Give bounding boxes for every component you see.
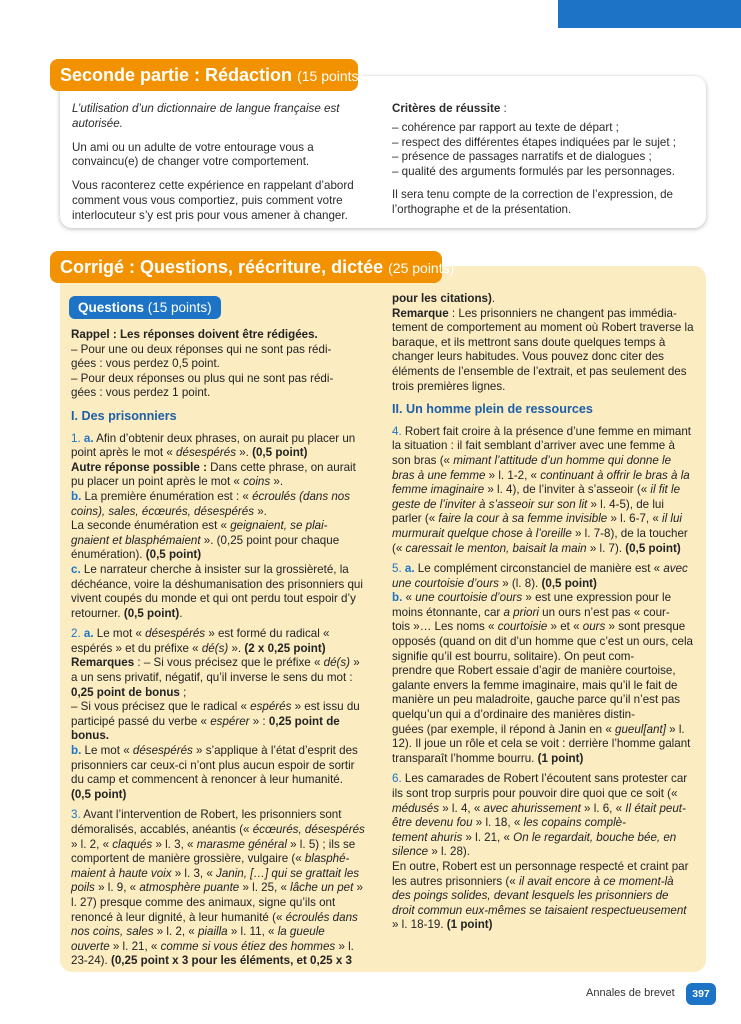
criteria-closing-note: Il sera tenu compte de la correction de l’expression, de l’orthographe et de la présentation.	[392, 187, 673, 216]
answer-2: 2. a. Le mot « désespérés » est formé du radical « espérés » et du préfixe « dé(s) ». (2 x 0,25 point) Remarques : – Si vous précisez que le préfixe « dé(s) » a un sens privatif, négatif, qu’il inverse le sens du mot : 0,25 point de bonus ; – Si vous précisez que le radical « espérés » est issu du participé passé du verbe « espérer » : 0,25 point de bonus. b. Le mot « désespérés » s’applique à l’état d’esprit des prisonniers car ceux-ci n’ont plus aucun espoir de sortir du camp et commencent à renoncer à leur humanité. (0,5 point)	[71, 627, 360, 801]
questions-heading: Questions (15 points)	[69, 296, 221, 319]
success-criteria-column: Critères de réussite : – cohérence par rapport au texte de départ ; – respect des différentes étapes indiquées par le sujet ; – présence de passages narratifs et de dialogues ; – qualité des arguments formulés par les personnages. Il sera tenu compte de la correction de l’expression, de l’orthographe et de la présentation.	[392, 102, 698, 218]
answer-1: 1. a. Afin d’obtenir deux phrases, on aurait pu placer un point après le mot « désespérés ». (0,5 point) Autre réponse possible : Dans cette phrase, on aurait pu placer un point après le mot « coins ». b. La première énumération est : « écroulés (dans nos coins), sales, écœurés, désespérés ». La seconde énumération est « geignaient, se plai- gnaient et blasphémaient ». (0,25 point pour chaque énumération). (0,5 point) c. Le narrateur cherche à insister sur la grossièreté, la déchéance, voire la déshumanisation des prisonniers qui vivent coupés du monde et qui ont perdu tout espoir d’y retourner. (0,5 point).	[71, 431, 363, 620]
answer-6: 6. Les camarades de Robert l’écoutent sans protester car ils sont trop surpris pour pouvoir dire quoi que ce soit (« médusés » l. 4, « avec ahurissement » l. 6, « Il était peut-être devenu fou » l. 18, « les copains complè- tement ahuris » l. 21, « On le regardait, bouche bée, en silence » l. 28). En outre, Robert est un personnage respecté et craint par les autres prisonniers (« il avait encore à ce moment-là des poings solides, devant lesquels les prisonniers de droit commun eux-mêmes se taisaient respectueusement » l. 18-19. (1 point)	[392, 772, 689, 932]
answer-4: 4. Robert fait croire à la présence d’une femme en mimant la situation : il fait semblant d’arriver avec une femme à son bras (« mimant l’attitude d’un homme qui donne le bras à une femme » l. 1-2, « continuant à offrir le bras à la femme imaginaire » l. 4), de l’inviter à s’asseoir (« il fit le geste de l’inviter à s’asseoir sur son lit » l. 4-5), de lui parler (« faire la cour à sa femme invisible » l. 6-7, « il lui murmurait quelque chose à l’oreille » l. 7-8), de la toucher (« caressait le menton, baisait la main » l. 7). (0,5 point)	[392, 424, 692, 555]
prompt-paragraph-1: Un ami ou un adulte de votre entourage vous a convaincu(e) de changer votre comportement.	[72, 140, 314, 169]
section-title: Corrigé : Questions, réécriture, dictée	[60, 257, 384, 277]
answer-key-right-column: pour les citations). Remarque : Les prisonniers ne changent pas immédia- tement de comportement au moment où Robert traverse la baraque, et ils mettront sans doute quelques temps à changer leurs habitudes. Vous pouvez donc citer des éléments de l’ensemble de l’extrait, et pas seulement des trois premières lignes. II. Un homme plein de ressources 4. Robert fait croire à la présence d’une femme en mimant la situation : il fait semblant d’arriver avec une femme à son bras (« mimant l’attitude d’un homme qui donne le bras à une femme » l. 1-2, « continuant à offrir le bras à la femme imaginaire » l. 4), de l’inviter à s’asseoir (« il fit le geste de l’inviter à s’asseoir sur son lit » l. 4-5), de lui parler (« faire la cour à sa femme invisible » l. 6-7, « il lui murmurait quelque chose à l’oreille » l. 7-8), de la toucher (« caressait le menton, baisait la main » l. 7). (0,5 point) 5. a. Le complément circonstanciel de manière est « avec une courtoisie d’ours » (l. 8). (0,5 point) b. « une courtoisie d’ours » est une expression pour le moins étonnante, car a priori un ours n’est pas « cour- tois »… Les noms « courtoisie » et « ours » sont presque opposés (quand on dit d’un homme que c’est un ours, cela signifie qu’il est bourru, solitaire). On peut com- prendre que Robert essaie d’agir de manière courtoise, galante envers la femme imaginaire, mais qu’il le fait de manière un peu maladroite, gauche parce qu’il n’est pas quelqu’un qui a d’ordinaire des manières distin- guées (par exemple, il répond à Janin en « gueul[ant] » l. 12). Il joue un rôle et cela se voit : derrière l’homme galant transparaît l’homme bourru. (1 point) 6. Les camarades de Robert l’écoutent sans protester car ils sont trop surpris pour pouvoir dire quoi que ce soit (« médusés » l. 4, « avec ahurissement » l. 6, « Il était peut-être devenu fou » l. 18, « les copains complè- tement ahuris » l. 21, « On le regardait, bouche bée, en silence » l. 28). En outre, Robert est un personnage respecté et craint par les autres prisonniers (« il avait encore à ce moment-là des poings solides, devant lesquels les prisonniers de droit commun eux-mêmes se taisaient respectueusement » l. 18-19. (1 point)	[392, 292, 694, 932]
criterion-item: – présence de passages narratifs et de dialogues ;	[392, 150, 652, 164]
answer-key-left-column: Rappel : Les réponses doivent être rédigées. – Pour une ou deux réponses qui ne sont pas rédi- gées : vous perdez 0,5 point. – Pour deux réponses ou plus qui ne sont pas rédi- gées : vous perdez 1 point. I. Des prisonniers 1. a. Afin d’obtenir deux phrases, on aurait pu placer un point après le mot « désespérés ». (0,5 point) Autre réponse possible : Dans cette phrase, on aurait pu placer un point après le mot « coins ». b. La première énumération est : « écroulés (dans nos coins), sales, écœurés, désespérés ». La seconde énumération est « geignaient, se plai- gnaient et blasphémaient ». (0,25 point pour chaque énumération). (0,5 point) c. Le narrateur cherche à insister sur la grossièreté, la déchéance, voire la déshumanisation des prisonniers qui vivent coupés du monde et qui ont perdu tout espoir d’y retourner. (0,5 point). 2. a. Le mot « désespérés » est formé du radical « espérés » et du préfixe « dé(s) ». (2 x 0,25 point) Remarques : – Si vous précisez que le préfixe « dé(s) » a un sens privatif, négatif, qu’il inverse le sens du mot : 0,25 point de bonus ; – Si vous précisez que le radical « espérés » est issu du participé passé du verbe « espérer » : 0,25 point de bonus. b. Le mot « désespérés » s’applique à l’état d’esprit des prisonniers car ceux-ci n’ont plus aucun espoir de sortir du camp et commencent à renoncer à leur humanité. (0,5 point) 3. Avant l’intervention de Robert, les prisonniers sont démoralisés, accablés, anéantis (« écœurés, désespérés » l. 2, « claqués » l. 3, « marasme général » l. 5) ; ils se comportent de manière grossière, vulgaire (« blasphé- maient à haute voix » l. 3, « Janin, […] qui se grattait les poils » l. 9, « atmosphère puante » l. 25, « lâche un pet » l. 27) presque comme des animaux, signe qu’ils ont renoncé à leur dignité, à leur humanité (« écroulés dans nos coins, sales » l. 2, « piailla » l. 11, « la gueule ouverte » l. 21, « comme si vous étiez des hommes » l. 23-24). (0,25 point x 3 pour les éléments, et 0,25 x 3	[71, 328, 365, 968]
criterion-item: – cohérence par rapport au texte de départ ;	[392, 120, 619, 134]
section-banner-corrige	[50, 251, 455, 283]
criteria-title: Critères de réussite	[392, 102, 501, 115]
subsection-heading: I. Des prisonniers	[71, 408, 177, 423]
footer-label: Annales de brevet	[586, 987, 675, 999]
answer-5: 5. a. Le complément circonstanciel de manière est « avec une courtoisie d’ours » (l. 8). (0,5 point) b. « une courtoisie d’ours » est une expression pour le moins étonnante, car a priori un ours n’est pas « cour- tois »… Les noms « courtoisie » et « ours » sont presque opposés (quand on dit d’un homme que c’est un ours, cela signifie qu’il est bourru, solitaire). On peut com- prendre que Robert essaie d’agir de manière courtoise, galante envers la femme imaginaire, mais qu’il le fait de manière un peu maladroite, gauche parce qu’il n’est pas quelqu’un qui a d’ordinaire des manières distin- guées (par exemple, il répond à Janin en « gueul[ant] » l. 12). Il joue un rôle et cela se voit : derrière l’homme galant transparaît l’homme bourru. (1 point)	[392, 562, 693, 765]
page-number: 397	[686, 983, 716, 1005]
criterion-item: – respect des différentes étapes indiquées par le sujet ;	[392, 135, 677, 149]
prompt-paragraph-2: Vous raconterez cette expérience en rappelant d’abord comment vous vous comportiez, puis comment votre interlocuteur s’y est pris pour vous amener à changer.	[72, 179, 354, 222]
dictionary-note: L’utilisation d’un dictionnaire de langue française est autorisée.	[72, 102, 340, 130]
answer-3: 3. Avant l’intervention de Robert, les prisonniers sont démoralisés, accablés, anéantis (« écœurés, désespérés » l. 2, « claqués » l. 3, « marasme général » l. 5) ; ils se comportent de manière grossière, vulgaire (« blasphé- maient à haute voix » l. 3, « Janin, […] qui se grattait les poils » l. 9, « atmosphère puante » l. 25, « lâche un pet » l. 27) presque comme des animaux, signe qu’ils ont renoncé à leur dignité, à leur humanité (« écroulés dans nos coins, sales » l. 2, « piailla » l. 11, « la gueule ouverte » l. 21, « comme si vous étiez des hommes » l. 23-24). (0,25 point x 3 pour les éléments, et 0,25 x 3	[71, 808, 365, 968]
section-banner-redaction	[50, 59, 364, 91]
section-points: (25 points)	[388, 260, 455, 276]
writing-prompt-card	[60, 76, 706, 228]
top-accent-bar	[558, 0, 741, 28]
section-points: (15 points)	[297, 68, 364, 84]
criterion-item: – qualité des arguments formulés par les personnages.	[392, 165, 675, 179]
section-title: Seconde partie : Rédaction	[60, 65, 293, 85]
writing-prompt-left-column	[72, 102, 372, 233]
subsection-heading: II. Un homme plein de ressources	[392, 402, 593, 417]
